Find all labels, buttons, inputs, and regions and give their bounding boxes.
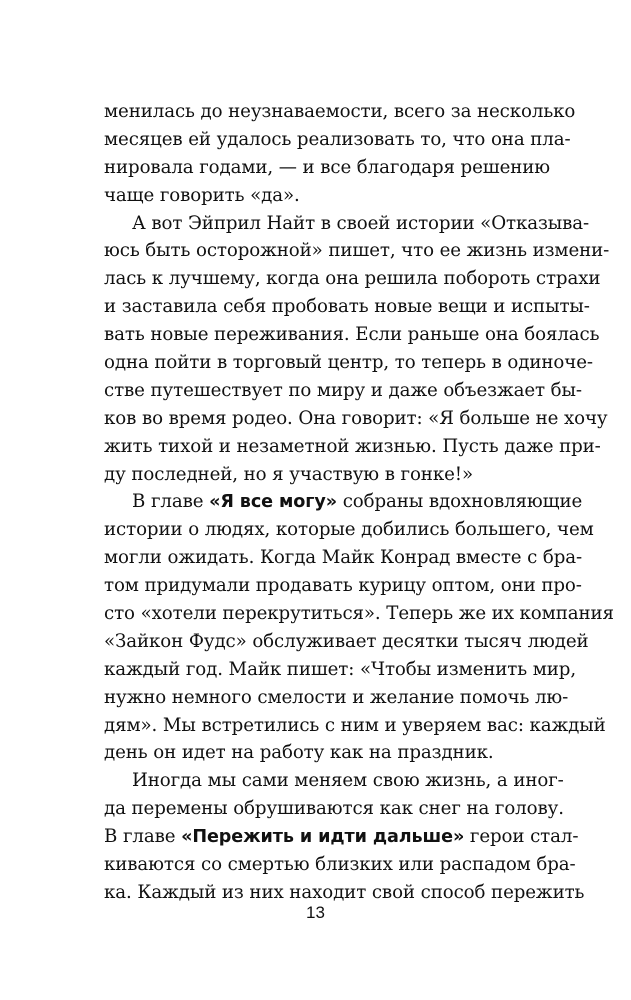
text-line: менилась до неузнаваемости, всего за несколько — [104, 101, 576, 122]
text-line: нировала годами, — и все благодаря решению — [104, 156, 551, 178]
text-line: сто «хотели перекрутиться». Теперь же их компания — [104, 603, 614, 625]
text-line: могли ожидать. Когда Майк Конрад вместе с бра- — [104, 547, 583, 569]
text-line: стве путешествует по миру и даже объезжает бы- — [104, 379, 582, 401]
text-line: чаще говорить «да». — [104, 184, 300, 206]
text-line: юсь быть осторожной» пишет, что ее жизнь измени- — [104, 240, 610, 262]
text-run: собраны вдохновляющие — [337, 491, 583, 513]
chapter-title-perezhit: «Пережить и идти дальше» — [181, 827, 465, 848]
body-text — [104, 98, 614, 907]
text-line: да перемены обрушиваются как снег на голову. — [104, 798, 564, 820]
text-line: лась к лучшему, когда она решила побороть страхи — [104, 268, 601, 290]
text-line: А вот Эйприл Найт в своей истории «Отказыва- — [132, 212, 590, 234]
text-line: одна пойти в торговый центр, то теперь в одиноче- — [104, 352, 593, 374]
text-line: жить тихой и незаметной жизнью. Пусть даже при- — [104, 435, 601, 457]
text-run: герои стал- — [464, 826, 579, 848]
page-number: 13 — [306, 903, 325, 922]
text-line: каждый год. Майк пишет: «Чтобы изменить мир, — [104, 658, 577, 680]
text-line: ков во время родео. Она говорит: «Я больше не хочу — [104, 407, 608, 429]
text-line: месяцев ей удалось реализовать то, что она пла- — [104, 128, 571, 150]
text-line: киваются со смертью близких или распадом бра- — [104, 854, 576, 876]
chapter-title-ya-vse-mogu: «Я все могу» — [209, 492, 338, 513]
text-line: и заставила себя пробовать новые вещи и испыты- — [104, 296, 590, 318]
text-line: вать новые переживания. Если раньше она боялась — [104, 324, 600, 346]
text-line: Иногда мы сами меняем свою жизнь, а иног- — [132, 770, 564, 792]
text-line: ду последней, но я участвую в гонке!» — [104, 463, 473, 485]
text-line: день он идет на работу как на праздник. — [104, 742, 494, 764]
text-line: дям». Мы встретились с ним и уверяем вас: каждый — [104, 714, 606, 736]
text-line: ка. Каждый из них находит свой способ пережить — [104, 881, 585, 903]
text-line: истории о людях, которые добились большего, чем — [104, 519, 594, 541]
text-run: В главе — [132, 491, 210, 513]
text-line: том придумали продавать курицу оптом, они про- — [104, 575, 582, 597]
text-line — [104, 488, 583, 516]
text-run: В главе — [104, 826, 182, 848]
text-line — [104, 823, 579, 851]
text-line: нужно немного смелости и желание помочь лю- — [104, 686, 569, 708]
text-line: «Зайкон Фудс» обслуживает десятки тысяч людей — [104, 630, 589, 652]
